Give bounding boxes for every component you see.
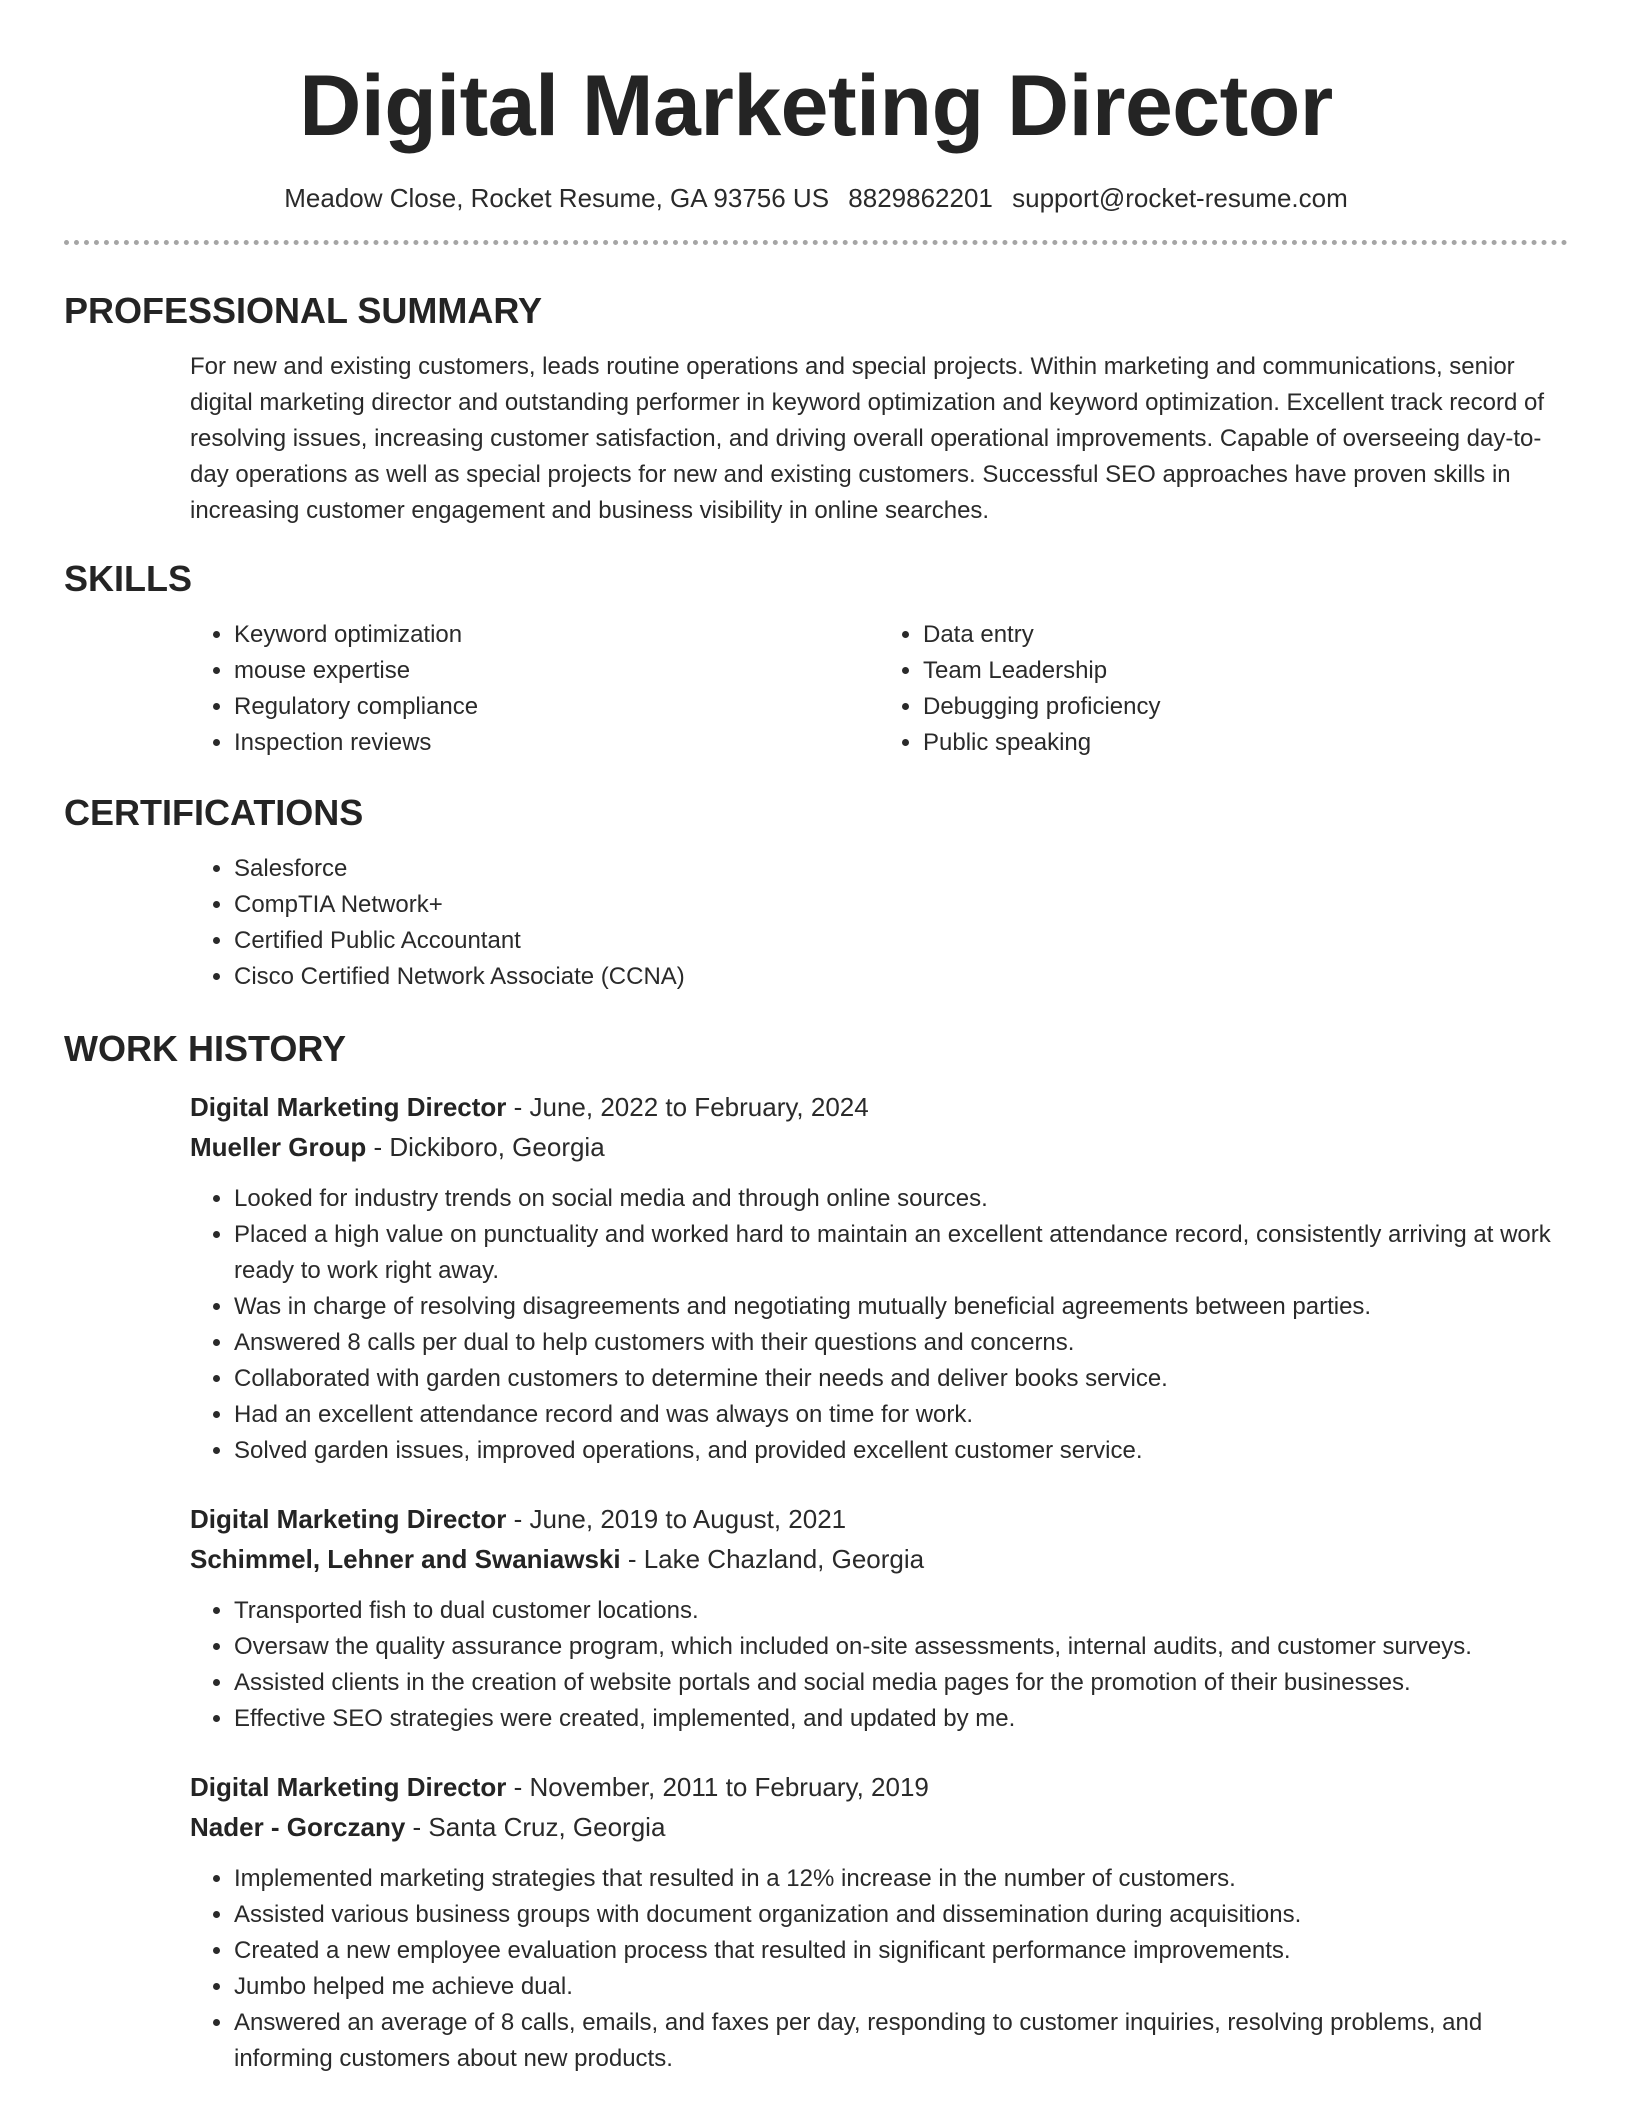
job-bullet: • Answered 8 calls per dual to help customers with their questions and concerns. bbox=[234, 1325, 1568, 1361]
skills-list-left bbox=[190, 617, 879, 761]
skill-item: • Inspection reviews bbox=[234, 725, 879, 761]
job-bullet: • Placed a high value on punctuality and worked hard to maintain an excellent attendance record, consistently arriving at work ready to work right away. bbox=[234, 1217, 1568, 1289]
job-entry bbox=[190, 1767, 1568, 2077]
header-divider bbox=[64, 240, 1568, 245]
job-entry bbox=[190, 1499, 1568, 1737]
skill-item: • Keyword optimization bbox=[234, 617, 879, 653]
job-location: - Santa Cruz, Georgia bbox=[405, 1812, 666, 1842]
job-role: Digital Marketing Director bbox=[190, 1504, 507, 1534]
contact-line bbox=[64, 180, 1568, 216]
certifications-list bbox=[190, 851, 1568, 995]
job-company-line bbox=[190, 1807, 1568, 1847]
job-company: Schimmel, Lehner and Swaniawski bbox=[190, 1544, 621, 1574]
summary-title: PROFESSIONAL SUMMARY bbox=[64, 290, 543, 331]
skills-section bbox=[64, 557, 1568, 761]
job-bullet: • Created a new employee evaluation process that resulted in significant performance improvements. bbox=[234, 1933, 1568, 1969]
skill-item: • Team Leadership bbox=[923, 653, 1568, 689]
skill-item: • Data entry bbox=[923, 617, 1568, 653]
certification-item: • CompTIA Network+ bbox=[234, 887, 1568, 923]
job-bullet: • Answered an average of 8 calls, emails, and faxes per day, responding to customer inquiries, resolving problems, and informing customers about new products. bbox=[234, 2005, 1568, 2077]
job-role-line bbox=[190, 1087, 1568, 1127]
job-bullet: • Jumbo helped me achieve dual. bbox=[234, 1969, 1568, 2005]
skill-item: • mouse expertise bbox=[234, 653, 879, 689]
job-bullets bbox=[190, 1593, 1568, 1737]
contact-phone: 8829862201 bbox=[848, 183, 993, 213]
job-location: - Lake Chazland, Georgia bbox=[620, 1544, 925, 1574]
job-bullets bbox=[190, 1181, 1568, 1469]
skills-columns bbox=[190, 617, 1568, 761]
job-dates: - June, 2022 to February, 2024 bbox=[506, 1092, 869, 1122]
certification-item: • Cisco Certified Network Associate (CCNA) bbox=[234, 959, 1568, 995]
job-bullet: • Assisted various business groups with document organization and dissemination during acquisitions. bbox=[234, 1897, 1568, 1933]
skills-list-right bbox=[879, 617, 1568, 761]
work-history-section bbox=[64, 1027, 1568, 2077]
job-company-line bbox=[190, 1127, 1568, 1167]
job-role: Digital Marketing Director bbox=[190, 1772, 507, 1802]
contact-address: Meadow Close, Rocket Resume, GA 93756 US bbox=[284, 183, 830, 213]
job-bullet: • Was in charge of resolving disagreements and negotiating mutually beneficial agreements between parties. bbox=[234, 1289, 1568, 1325]
job-bullet: • Assisted clients in the creation of website portals and social media pages for the promotion of their businesses. bbox=[234, 1665, 1568, 1701]
resume-page bbox=[64, 0, 1568, 2077]
skills-title: SKILLS bbox=[64, 558, 193, 599]
job-bullet: • Looked for industry trends on social media and through online sources. bbox=[234, 1181, 1568, 1217]
job-entry bbox=[190, 1087, 1568, 1469]
contact-email: support@rocket-resume.com bbox=[1012, 183, 1348, 213]
skill-item: • Debugging proficiency bbox=[923, 689, 1568, 725]
certifications-section bbox=[64, 791, 1568, 995]
job-dates: - June, 2019 to August, 2021 bbox=[506, 1504, 847, 1534]
certification-item: • Certified Public Accountant bbox=[234, 923, 1568, 959]
job-company: Nader - Gorczany bbox=[190, 1812, 406, 1842]
job-bullet: • Oversaw the quality assurance program, which included on-site assessments, internal audits, and customer surveys. bbox=[234, 1629, 1568, 1665]
work-history-title: WORK HISTORY bbox=[64, 1028, 347, 1069]
job-role: Digital Marketing Director bbox=[190, 1092, 507, 1122]
job-bullet: • Effective SEO strategies were created, implemented, and updated by me. bbox=[234, 1701, 1568, 1737]
job-bullets bbox=[190, 1861, 1568, 2077]
job-dates: - November, 2011 to February, 2019 bbox=[506, 1772, 929, 1802]
summary-section bbox=[64, 289, 1568, 529]
summary-text: For new and existing customers, leads routine operations and special projects. Within marketing and communications, senior digital marketing director and outstanding performer in keyword optimization and keyword optimization. Excellent track record of resolving issues, increasing customer satisfaction, and driving overall operational improvements. Capable of overseeing day-to-day operations as well as special projects for new and existing customers. Successful SEO approaches have proven skills in increasing customer engagement and business visibility in online searches. bbox=[190, 353, 1544, 524]
job-bullet: • Implemented marketing strategies that resulted in a 12% increase in the number of customers. bbox=[234, 1861, 1568, 1897]
job-bullet: • Transported fish to dual customer locations. bbox=[234, 1593, 1568, 1629]
job-company-line bbox=[190, 1539, 1568, 1579]
certifications-title: CERTIFICATIONS bbox=[64, 792, 364, 833]
job-role-line bbox=[190, 1767, 1568, 1807]
job-bullet: • Had an excellent attendance record and was always on time for work. bbox=[234, 1397, 1568, 1433]
skill-item: • Public speaking bbox=[923, 725, 1568, 761]
job-company: Mueller Group bbox=[190, 1132, 367, 1162]
certification-item: • Salesforce bbox=[234, 851, 1568, 887]
job-bullet: • Solved garden issues, improved operations, and provided excellent customer service. bbox=[234, 1433, 1568, 1469]
skill-item: • Regulatory compliance bbox=[234, 689, 879, 725]
resume-name: Digital Marketing Director bbox=[299, 58, 1333, 154]
job-location: - Dickiboro, Georgia bbox=[366, 1132, 605, 1162]
job-bullet: • Collaborated with garden customers to determine their needs and deliver books service. bbox=[234, 1361, 1568, 1397]
job-role-line bbox=[190, 1499, 1568, 1539]
